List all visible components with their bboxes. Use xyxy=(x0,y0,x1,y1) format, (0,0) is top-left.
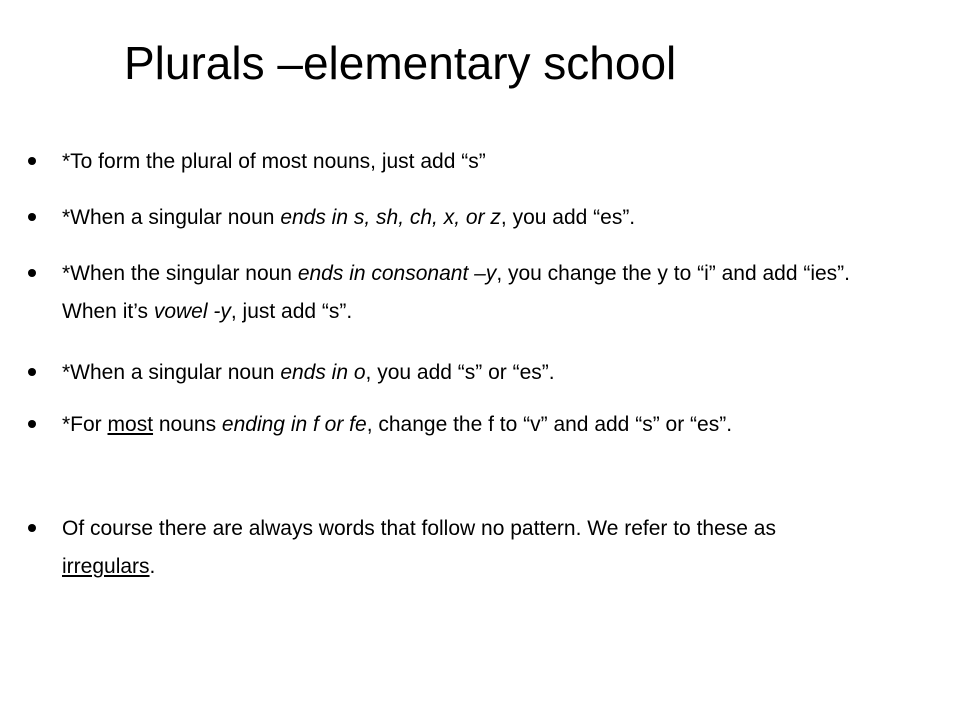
bullet-text-italic: ends in s, sh, ch, x, or z xyxy=(280,206,501,229)
bullet-dot xyxy=(28,157,36,165)
bullet-text: , you add “s” or “es”. xyxy=(365,361,555,384)
bullet-text: *When the singular noun xyxy=(62,262,298,285)
bullet-text: *When a singular noun xyxy=(62,206,281,229)
bullet-text: *For xyxy=(62,413,108,436)
bullet-text-underlined: most xyxy=(107,413,154,436)
bullet-dot xyxy=(28,524,36,532)
bullet-item xyxy=(62,143,862,181)
bullet-text: *To form the plural of most nouns, just add “s” xyxy=(62,150,486,173)
bullet-dot xyxy=(28,269,36,277)
bullet-item xyxy=(62,354,862,392)
bullet-text: , just add “s”. xyxy=(230,300,353,323)
bullet-item xyxy=(62,510,862,586)
bullet-text: nouns xyxy=(153,413,222,436)
bullet-text-italic: vowel -y xyxy=(153,300,231,323)
bullet-text-italic: ending in f or fe xyxy=(221,413,367,436)
bullet-text: *When a singular noun xyxy=(62,361,281,384)
bullet-text-italic: ends in consonant –y xyxy=(297,262,497,285)
bullet-text: , you add “es”. xyxy=(500,206,636,229)
bullet-text: . xyxy=(149,555,156,578)
bullet-text: Of course there are always words that follow no pattern. We refer to these as xyxy=(62,517,776,540)
bullet-dot xyxy=(28,420,36,428)
slide-title: Plurals –elementary school xyxy=(124,37,677,89)
bullet-text-italic: ends in o xyxy=(280,361,366,384)
bullet-text: , you change the y to “i” and add “ies”. When it’s xyxy=(62,262,851,323)
bullet-dot xyxy=(28,368,36,376)
bullet-item xyxy=(62,406,862,444)
bullet-text-underlined: irregulars xyxy=(62,555,150,578)
bullet-dot xyxy=(28,213,36,221)
bullet-text: , change the f to “v” and add “s” or “es”. xyxy=(366,413,733,436)
bullet-item xyxy=(62,199,862,237)
bullet-item xyxy=(62,255,862,331)
